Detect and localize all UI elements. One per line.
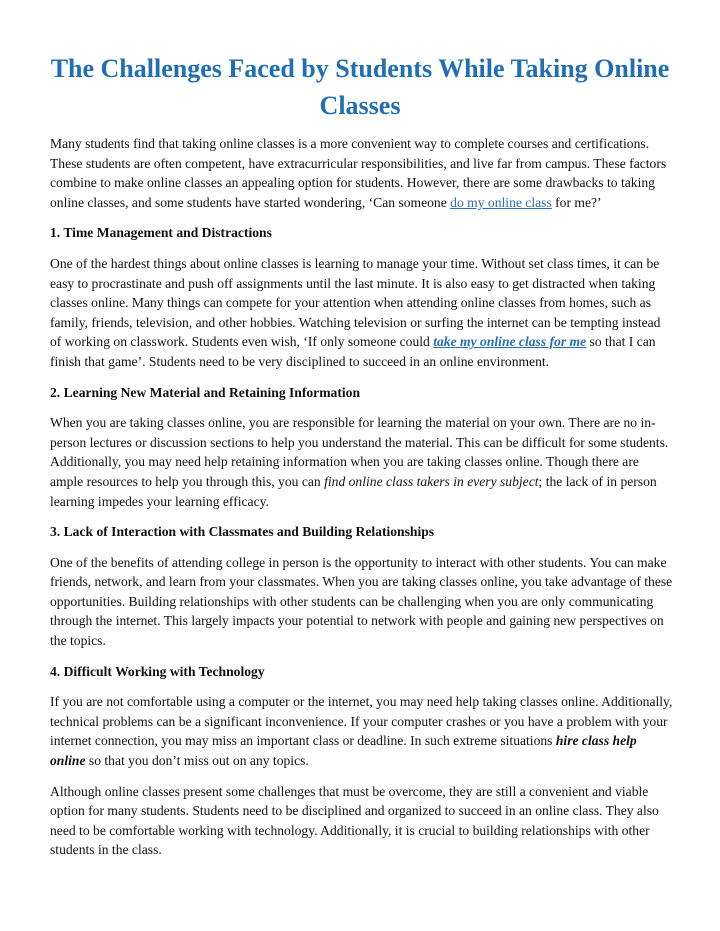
section-2-text-start: When you are taking classes online, you are responsible for learning the material on your own. There are no in-person lectures or discussion sections to help you understand the material. This can be difficult for some students. Additionally, you may need help retaining information when you are taking classes online. Though there are ample resources to help you through this, you can	[50, 415, 669, 489]
section-4-emphasis: hire class help online	[50, 733, 637, 769]
section-paragraph-interaction: One of the benefits of attending college in person is the opportunity to interact with other students. You can make friends, network, and learn from your classmates. When you are taking classes online, you take advantage of these opportunities. Building relationships with other students can be challenging when you are only communicating through the internet. This largely impacts your potential to network with people and gaining new perspectives on the topics.	[50, 554, 673, 649]
take-my-online-class-link[interactable]: take my online class for me	[433, 334, 587, 350]
intro-text-end: for me?’	[551, 194, 602, 210]
intro-paragraph	[50, 134, 675, 212]
conclusion-paragraph: Although online classes present some challenges that must be overcome, they are still a convenient and viable option for many students. Students need to be disciplined and organized to succeed in an online class. They also need to be comfortable working with technology. Additionally, it is crucial to building relationships with other students in the class.	[50, 783, 659, 858]
section-1-text-end: so that I can finish that game’. Students need to be very disciplined to succeed in an online environment.	[50, 334, 656, 369]
section-2-emphasis: find online class takers in every subject	[324, 473, 539, 489]
section-4-text-start: If you are not comfortable using a computer or the internet, you may need help taking classes online. Additionally, technical problems can be a significant inconvenience. If your computer crashes or you have a problem with your internet connection, you may miss an important class or deadline. In such extreme situations	[50, 694, 673, 749]
do-my-online-class-link[interactable]: do my online class	[450, 194, 552, 210]
section-2-text-end: ; the lack of in person learning impedes your learning efficacy.	[50, 473, 657, 509]
section-heading-technology: 4. Difficult Working with Technology	[50, 663, 265, 679]
intro-text-start: Many students find that taking online classes is a more convenient way to complete courses and certifications. These students are often competent, have extracurricular responsibilities, and live far from campus. These factors combine to make online classes an appealing option for students. However, there are some drawbacks to taking online classes, and some students have started wondering, ‘Can someone	[50, 136, 667, 210]
article-body	[50, 134, 675, 871]
section-heading-time-management: 1. Time Management and Distractions	[50, 225, 272, 241]
section-paragraph-technology	[50, 692, 675, 770]
section-heading-learning-material: 2. Learning New Material and Retaining Information	[50, 384, 361, 400]
section-4-text-end: so that you don’t miss out on any topics.	[85, 753, 309, 769]
page-title: The Challenges Faced by Students While Taking Online Classes	[50, 54, 670, 120]
section-paragraph-time-management	[50, 254, 675, 372]
section-heading-interaction: 3. Lack of Interaction with Classmates and Building Relationships	[50, 524, 435, 540]
section-paragraph-learning-material	[50, 413, 675, 511]
section-1-text-start: One of the hardest things about online classes is learning to manage your time. Without set class times, it can be easy to procrastinate and push off assignments until the last minute. It is also easy to get distracted when taking classes online. Many things can compete for your attention when attending online classes from homes, such as family, friends, television, and other hobbies. Watching television or surfing the internet can be tempting instead of working on classwork. Students even wish, ‘If only someone could	[50, 255, 661, 350]
